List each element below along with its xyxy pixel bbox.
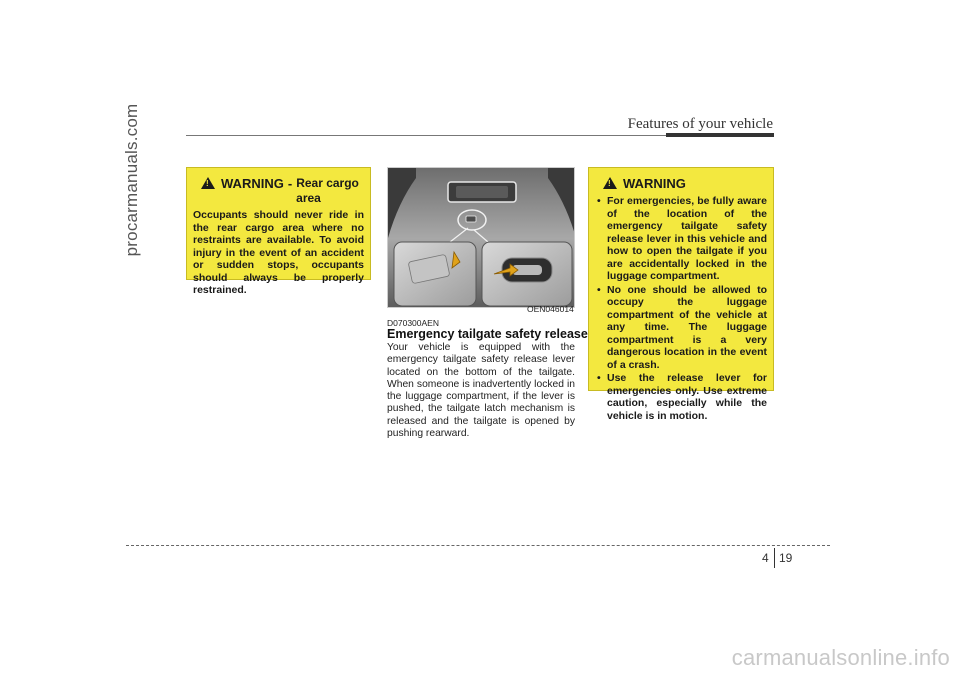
page-chapter: 4 [762, 551, 769, 565]
warning-list-item: • For emergencies, be fully aware of the location of the emergency tailgate safety release lever in this vehicle and how to open the tailgate if you are accidentally locked in the luggage compartment. [595, 195, 767, 283]
tailgate-release-illustration [387, 167, 575, 308]
warning-triangle-icon [603, 177, 617, 189]
warning-list-item: • Use the release lever for emergencies only. Use extreme caution, especially while the vehicle is in motion. [595, 372, 767, 422]
header-rule [186, 135, 666, 136]
warning-dash: - [287, 176, 293, 191]
section-heading: Emergency tailgate safety release [387, 327, 588, 341]
header-rule-accent [666, 133, 774, 137]
section-code: D070300AEN [387, 318, 439, 328]
footer-watermark: carmanualsonline.info [731, 645, 950, 670]
footer-rule [126, 545, 830, 546]
figure-code: OEN046014 [527, 304, 574, 314]
section-title: Features of your vehicle [627, 116, 773, 132]
warning-box-tailgate-release [588, 167, 774, 422]
warning-text: Occupants should never ride in the rear cargo area where no restraints are available. To avoid injury in the event of an accident or sudden stops, occupants should always be properly restrained. [193, 209, 364, 296]
page-separator [774, 548, 775, 568]
warning-box-rear-cargo [186, 167, 371, 296]
warning-subject-line2: area [296, 191, 321, 205]
warning-list-item: • No one should be allowed to occupy the luggage compartment of the vehicle at any time. The luggage compartment is a very dangerous location in the event of a crash. [595, 284, 767, 372]
page-number: 19 [779, 551, 793, 565]
warning-list [595, 195, 767, 422]
side-watermark: procarmanuals.com [122, 103, 141, 257]
section-body: Your vehicle is equipped with the emergency tailgate safety release lever located on the bottom of the tailgate. When someone is inadvertently locked in the luggage compartment, if the lever is pushed, the tailgate latch mechanism is released and the tailgate is opened by pushing rearward. [387, 342, 575, 440]
warning-subject: Rear cargo [296, 176, 359, 190]
warning-label: WARNING [623, 176, 686, 191]
warning-triangle-icon [201, 177, 215, 189]
warning-title [221, 176, 359, 191]
warning-header [201, 176, 364, 191]
tailgate-illustration-svg [388, 168, 575, 308]
warning-label: WARNING [221, 176, 284, 191]
warning-header [603, 176, 767, 191]
